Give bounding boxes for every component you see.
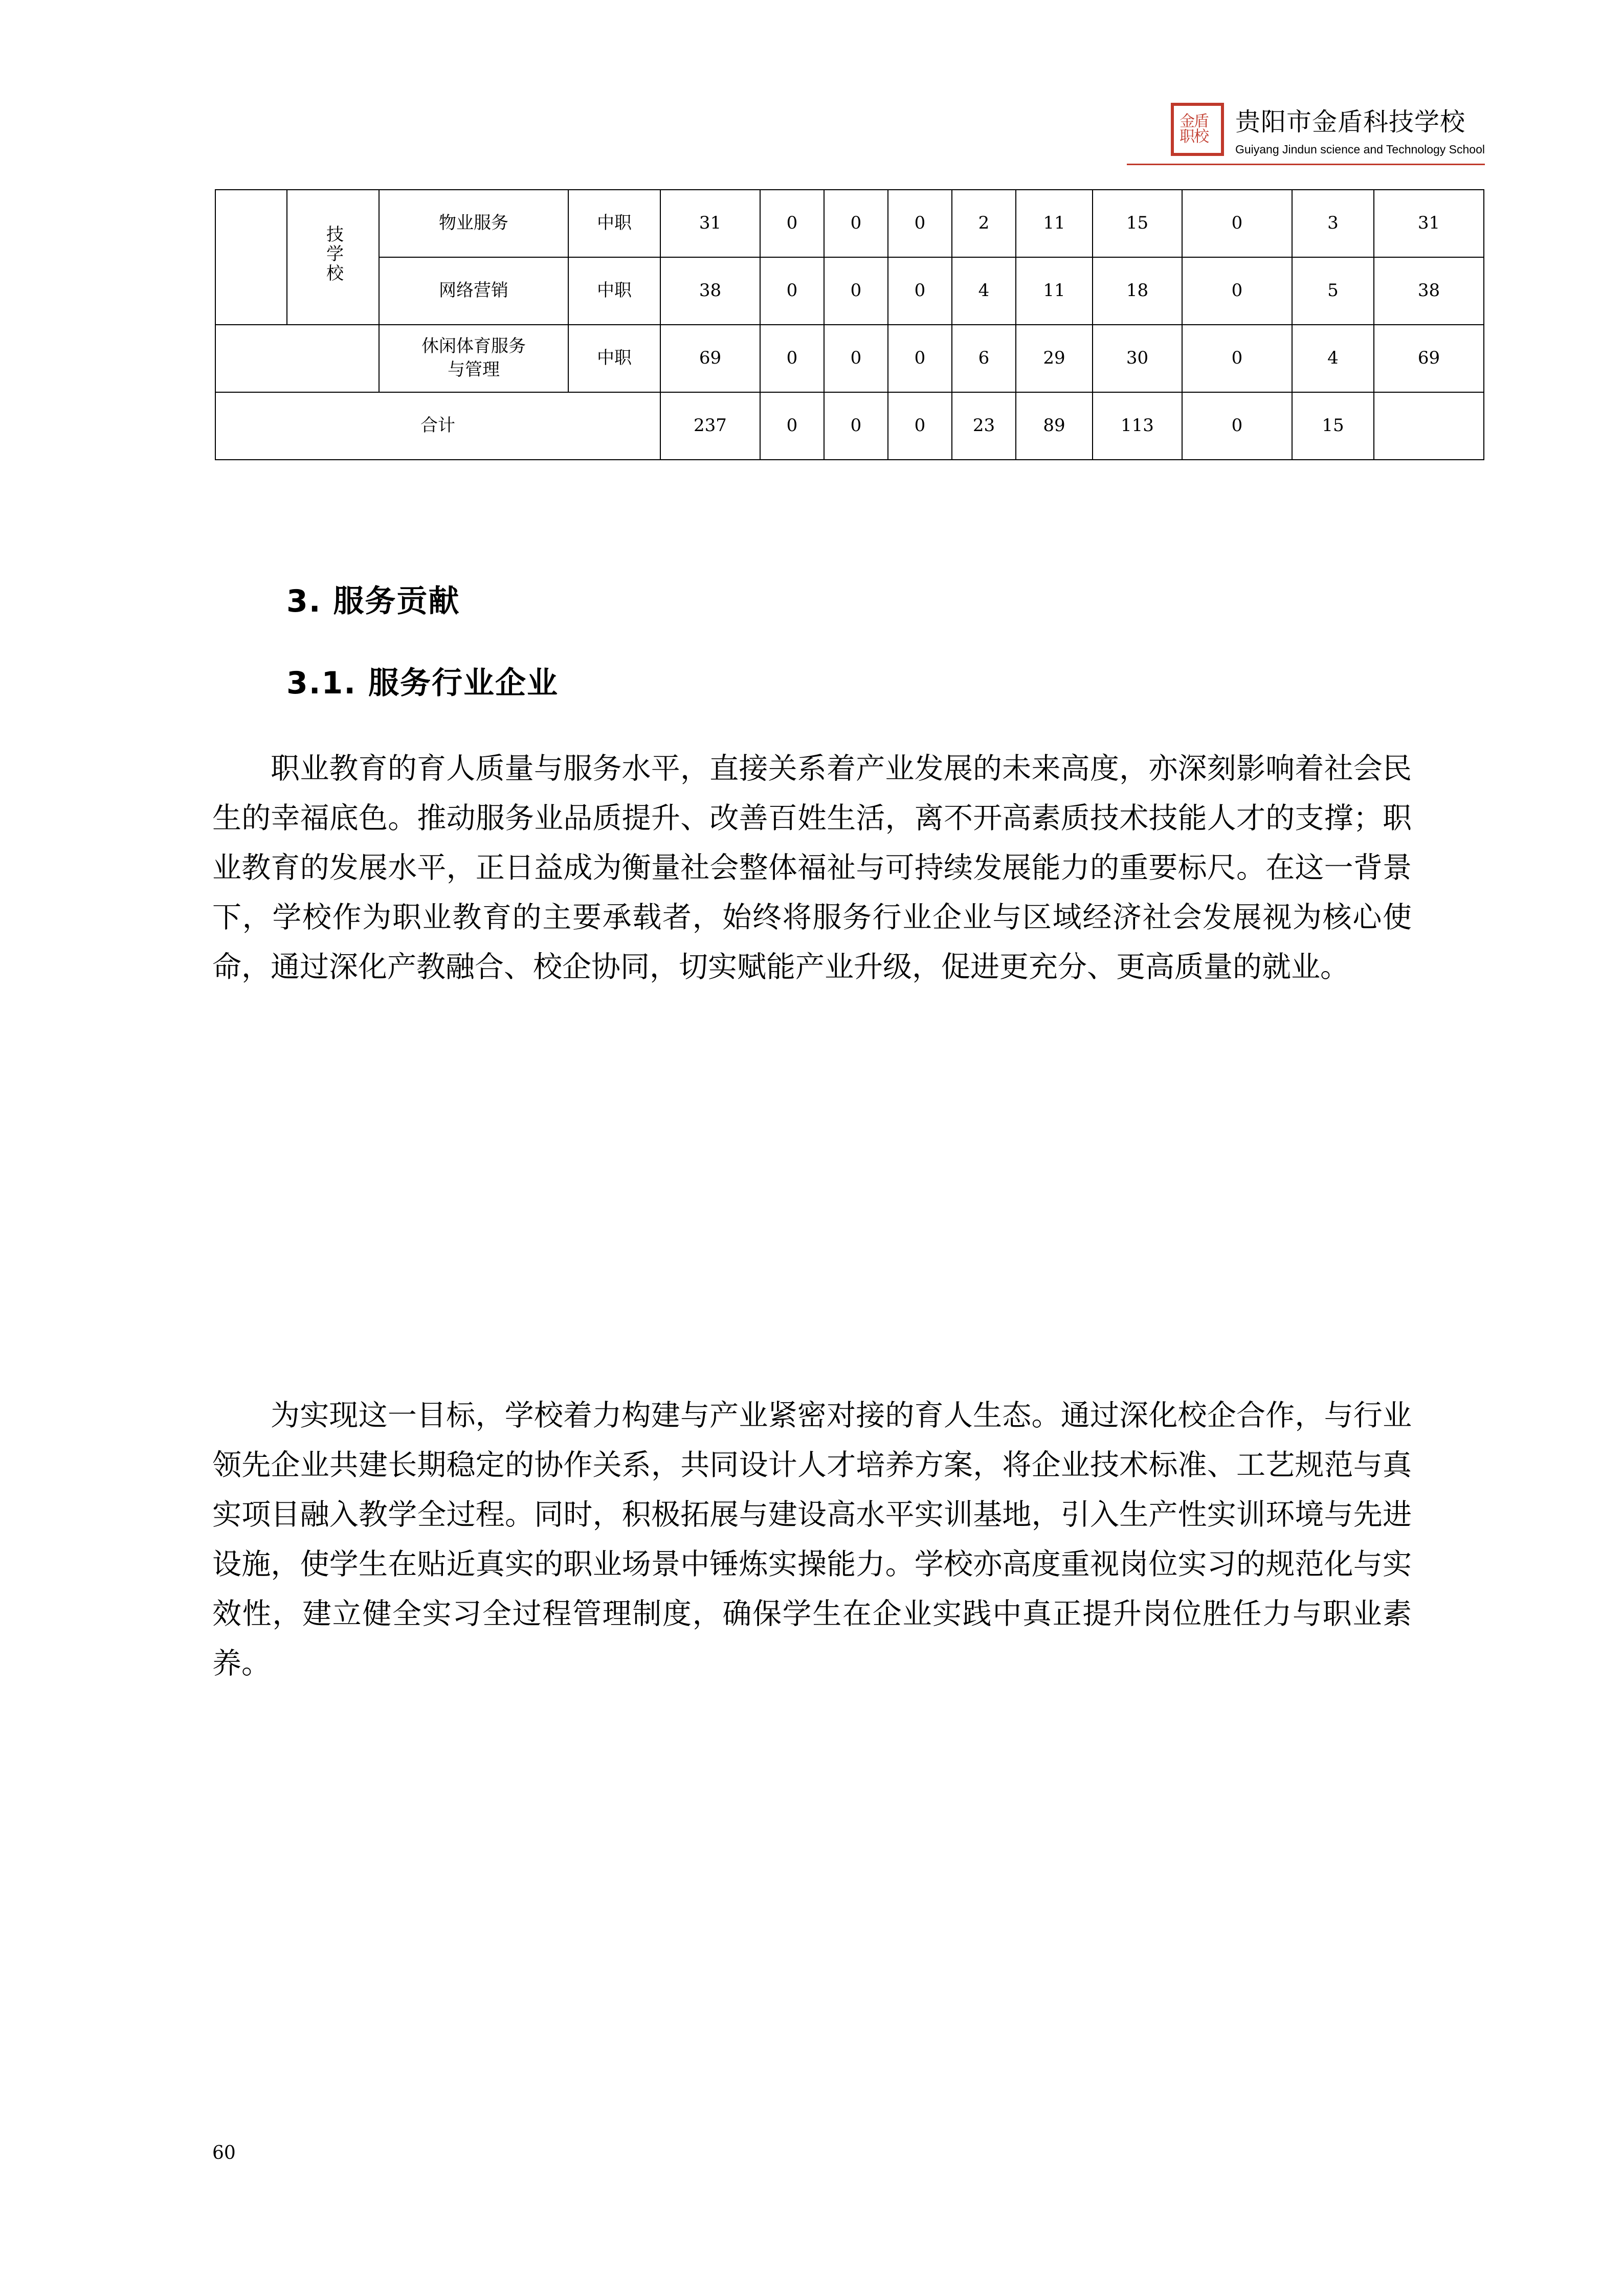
table-row [215,257,1484,325]
cell-v2: 0 [760,325,824,392]
cell-v2: 0 [760,257,824,325]
table-row-total [215,392,1484,460]
cell-v9: 5 [1292,257,1374,325]
header-divider [1127,164,1485,165]
cell-v6: 29 [1016,325,1093,392]
cell-v8: 0 [1182,257,1292,325]
cell-major: 网络营销 [379,257,568,325]
paragraph-1: 职业教育的育人质量与服务水平，直接关系着产业发展的未来高度，亦深刻影响着社会民生的幸福底色。推动服务业品质提升、改善百姓生活，离不开高素质技术技能人才的支撑；职业教育的发展水平，正日益成为衡量社会整体福祉与可持续发展能力的重要标尺。在这一背景下，学校作为职业教育的主要承载者，始终将服务行业企业与区域经济社会发展视为核心使命，通过深化产教融合、校企协同，切实赋能产业升级，促进更充分、更高质量的就业。 [212,752,1412,984]
cell-v1: 69 [660,325,760,392]
heading-section-3: 3. 服务贡献 [286,583,460,619]
cell-group-blank-2 [215,325,379,392]
cell-v6: 11 [1016,190,1093,257]
cell-total-v6: 89 [1016,392,1093,460]
cell-major-line2: 与管理 [448,359,500,380]
cell-v5: 6 [952,325,1016,392]
cell-v4: 0 [888,190,952,257]
cell-v2: 0 [760,190,824,257]
cell-total-v8: 0 [1182,392,1292,460]
cell-v10: 69 [1374,325,1484,392]
enrollment-table-wrapper [215,189,1483,460]
cell-v7: 18 [1093,257,1182,325]
cell-major [379,325,568,392]
cell-v7: 15 [1093,190,1182,257]
cell-major-line1: 休闲体育服务 [421,336,526,357]
cell-total-v7: 113 [1093,392,1182,460]
cell-v5: 2 [952,190,1016,257]
cell-total-v5: 23 [952,392,1016,460]
cell-total-v2: 0 [760,392,824,460]
cell-v3: 0 [824,190,888,257]
cell-total-v4: 0 [888,392,952,460]
cell-major: 物业服务 [379,190,568,257]
cell-total-v3: 0 [824,392,888,460]
cell-v10: 31 [1374,190,1484,257]
cell-v1: 31 [660,190,760,257]
cell-v8: 0 [1182,325,1292,392]
cell-v1: 38 [660,257,760,325]
table-row [215,325,1484,392]
cell-v10: 38 [1374,257,1484,325]
cell-v3: 0 [824,257,888,325]
table-row [215,190,1484,257]
cell-level: 中职 [568,325,660,392]
cell-total-v10 [1374,392,1484,460]
school-header [1171,102,1485,156]
enrollment-table [215,189,1484,460]
school-name-en: Guiyang Jindun science and Technology School [1235,143,1485,156]
cell-v8: 0 [1182,190,1292,257]
cell-group-blank [215,190,287,325]
cell-total-label: 合计 [215,392,660,460]
cell-school-vertical: 技学校 [287,190,379,325]
school-name-cn: 贵阳市金盾科技学校 [1235,107,1465,137]
cell-total-v1: 237 [660,392,760,460]
cell-v9: 4 [1292,325,1374,392]
heading-section-3-1: 3.1. 服务行业企业 [286,665,559,701]
brand-text [1235,102,1485,156]
cell-total-v9: 15 [1292,392,1374,460]
page-number: 60 [212,2143,236,2164]
cell-level: 中职 [568,190,660,257]
cell-level: 中职 [568,257,660,325]
cell-v5: 4 [952,257,1016,325]
seal-text: 金盾职校 [1179,112,1208,146]
cell-v9: 3 [1292,190,1374,257]
cell-v4: 0 [888,325,952,392]
school-seal-icon [1171,103,1224,156]
cell-v4: 0 [888,257,952,325]
cell-v3: 0 [824,325,888,392]
cell-v6: 11 [1016,257,1093,325]
paragraph-2: 为实现这一目标，学校着力构建与产业紧密对接的育人生态。通过深化校企合作，与行业领先企业共建长期稳定的协作关系，共同设计人才培养方案，将企业技术标准、工艺规范与真实项目融入教学全过程。同时，积极拓展与建设高水平实训基地，引入生产性实训环境与先进设施，使学生在贴近真实的职业场景中锤炼实操能力。学校亦高度重视岗位实习的规范化与实效性，建立健全实习全过程管理制度，确保学生在企业实践中真正提升岗位胜任力与职业素养。 [212,1399,1412,1680]
cell-v7: 30 [1093,325,1182,392]
